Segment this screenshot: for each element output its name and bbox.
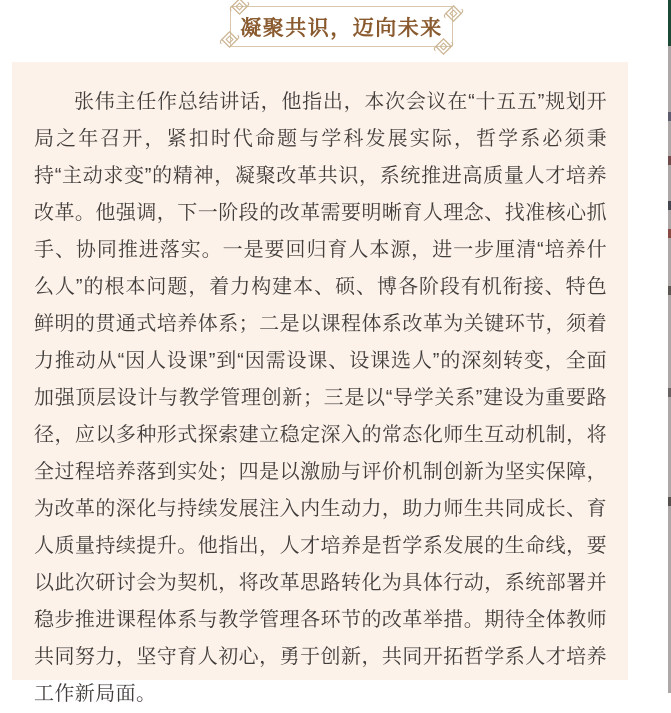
corner-knot-icon (228, 0, 251, 18)
article-paragraph: 张伟主任作总结讲话，他指出，本次会议在“十五五”规划开局之年召开，紧扣时代命题与学科发展实际，哲学系必须秉持“主动求变”的精神，凝聚改革共识，系统推进高质量人才培养改革。他强调，下一阶段的改革需要明晰育人理念、找准核心抓手、协同推进落实。一是要回归育人本源，进一步厘清“培养什么人”的根本问题，着力构建本、硕、博各阶段有机衔接、特色鲜明的贯通式培养体系；二是以课程体系改革为关键环节，须着力推动从“因人设课”到“因需设课、设课选人”的深刻转变，全面加强顶层设计与教学管理创新；三是以“导学关系”建设为重要路径，应以多种形式探索建立稳定深入的常态化师生互动机制，将全过程培养落到实处；四是以激励与评价机制创新为坚实保障，为改革的深化与持续发展注入内生动力，助力师生共同成长、育人质量持续提升。他指出，人才培养是哲学系发展的生命线，要以此次研讨会为契机，将改革思路转化为具体行动，系统部署并稳步推进课程体系与教学管理各环节的改革举措。期待全体教师共同努力，坚守育人初心，勇于创新，共同开拓哲学系人才培养工作新局面。 (34, 91, 607, 705)
title-badge (230, 6, 453, 47)
page-title: 凝聚共识，迈向未来 (240, 16, 443, 40)
corner-knot-icon (442, 2, 465, 25)
corner-knot-icon (218, 28, 241, 51)
article-card (12, 62, 628, 705)
corner-knot-icon (432, 35, 455, 58)
